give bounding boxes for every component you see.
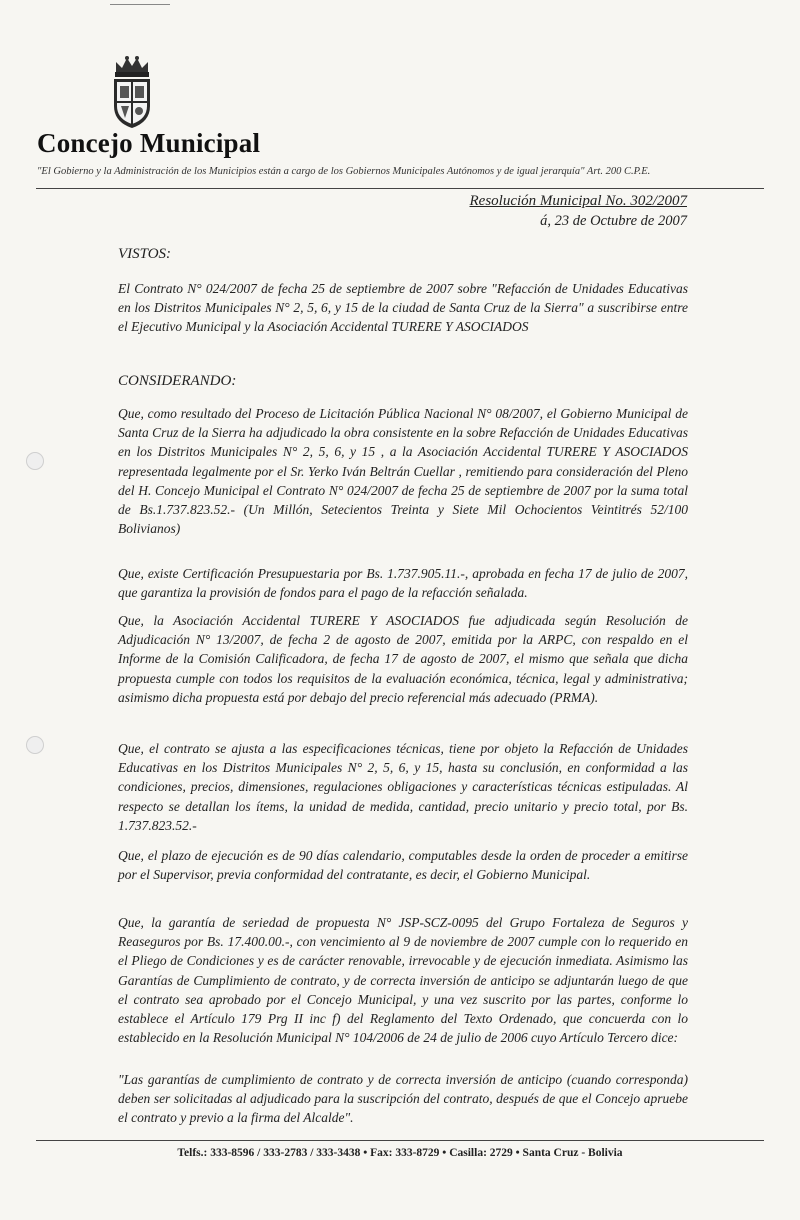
- resolution-date: á, 23 de Octubre de 2007: [540, 213, 687, 229]
- considerando-paragraph: Que, la Asociación Accidental TURERE Y ASOCIADOS fue adjudicada según Resolución de Adjudicación N° 13/2007, de fecha 2 de agosto de 2007, emitida por la ARPC, con respaldo en el Informe de la Comisión Calificadora, de fecha 17 de agosto de 2007, el mismo que señala que dicha propuesta cumple con todos los requisitos de la evaluación económica, técnica, legal y administrativa; asimismo dicha propuesta está por debajo del precio referencial más adecuado (PRMA).: [118, 613, 688, 705]
- municipal-crest-logo: [108, 50, 156, 130]
- quoted-article-paragraph: "Las garantías de cumplimiento de contrato y de correcta inversión de anticipo (cuando corresponda) deben ser solicitadas al adjudicado para la suscripción del contrato, después de que el Concejo apruebe el contrato y previo a la firma del Alcalde".: [118, 1072, 688, 1126]
- organization-name: Concejo Municipal: [37, 128, 261, 158]
- considerando-paragraph: Que, el contrato se ajusta a las especificaciones técnicas, tiene por objeto la Refacción de Unidades Educativas en los Distritos Municipales N° 2, 5, 6, y 15, hasta su conclusión, en conformidad a las condiciones, precios, dimensiones, regulaciones obligaciones y características técnicas estipuladas. Al respecto se detallan los ítems, la unidad de medida, cantidad, precio unitario y precio total, por Bs. 1.737.823.52.-: [118, 741, 688, 833]
- vistos-heading: VISTOS:: [118, 246, 172, 262]
- punch-hole-mark: [26, 736, 44, 754]
- resolution-title: Resolución Municipal No. 302/2007: [469, 193, 687, 209]
- considerando-paragraph: Que, existe Certificación Presupuestaria por Bs. 1.737.905.11.-, aprobada en fecha 17 de julio de 2007, que garantiza la provisión de fondos para el pago de la refacción señalada.: [118, 566, 688, 601]
- footer-divider: [36, 1140, 764, 1141]
- punch-hole-mark: [26, 452, 44, 470]
- considerando-paragraph: Que, el plazo de ejecución es de 90 días calendario, computables desde la orden de proceder a emitirse por el Supervisor, previa conformidad del contratante, es decir, el Gobierno Municipal.: [118, 848, 688, 883]
- considerando-paragraph: Que, la garantía de seriedad de propuesta N° JSP-SCZ-0095 del Grupo Fortaleza de Seguros y Reaseguros por Bs. 17.400.00.-, con vencimiento al 9 de noviembre de 2007 cumple con lo requerido en el Pliego de Condiciones y es de carácter renovable, irrevocable y de ejecución inmediata. Asimismo las Garantías de Cumplimiento de contrato, y de correcta inversión de anticipo se adjuntarán luego de que el contrato sea aprobado por el Concejo Municipal, y una vez suscrito por las partes, conforme lo establece el Artículo 179 Prg II inc f) del Reglamento del Texto Ordenado, que concuerda con lo establecido en la Resolución Municipal N° 104/2006 de 24 de julio de 2006 cuyo Artículo Tercero dice:: [118, 915, 688, 1046]
- organization-motto: "El Gobierno y la Administración de los Municipios están a cargo de los Gobiernos Municipales Autónomos y de igual jerarquía" Art. 200 C.P.E.: [37, 166, 651, 177]
- footer-contact: Telfs.: 333-8596 / 333-2783 / 333-3438 • Fax: 333-8729 • Casilla: 2729 • Santa Cruz - Bolivia: [177, 1147, 623, 1159]
- considerando-heading: CONSIDERANDO:: [118, 373, 237, 389]
- scan-mark: [110, 4, 170, 5]
- considerando-paragraph: Que, como resultado del Proceso de Licitación Pública Nacional N° 08/2007, el Gobierno Municipal de Santa Cruz de la Sierra ha adjudicado la obra consistente en la sobre Refacción de Unidades Educativas en los Distritos Municipales N° 2, 5, 6, y 15 , a la Asociación Accidental TURERE Y ASOCIADOS representada legalmente por el Sr. Yerko Iván Beltrán Cuellar , remitiendo para consideración del Pleno del H. Concejo Municipal el Contrato N° 024/2007 de fecha 25 de septiembre de 2007 por la suma total de Bs.1.737.823.52.- (Un Millón, Setecientos Treinta y Siete Mil Ochocientos Veintitrés 52/100 Bolivianos): [118, 406, 688, 537]
- vistos-paragraph: El Contrato N° 024/2007 de fecha 25 de septiembre de 2007 sobre "Refacción de Unidades Educativas en los Distritos Municipales N° 2, 5, 6, y 15 de la ciudad de Santa Cruz de la Sierra" a suscribirse entre el Ejecutivo Municipal y la Asociación Accidental TURERE Y ASOCIADOS: [118, 281, 688, 335]
- header-divider: [36, 188, 764, 189]
